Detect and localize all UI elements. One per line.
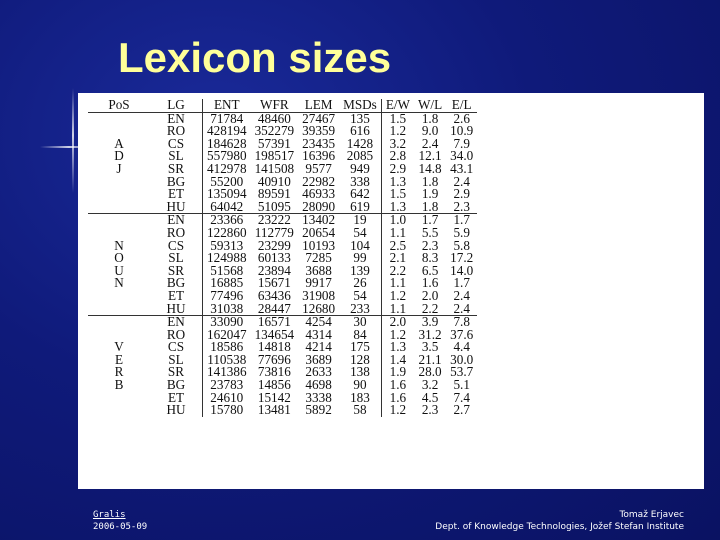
table-cell: 135094 bbox=[207, 186, 247, 202]
table-cell: 34.0 bbox=[450, 148, 474, 164]
table-cell: 3.2 bbox=[421, 377, 439, 393]
table-cell: 1.3 bbox=[381, 176, 414, 189]
table-cell: 51095 bbox=[251, 201, 299, 214]
table-cell: 64042 bbox=[203, 201, 251, 214]
table-cell: ET bbox=[150, 392, 203, 405]
table-cell: 2.6 bbox=[453, 110, 470, 126]
table-cell: 60133 bbox=[257, 250, 291, 266]
table-cell: 4.5 bbox=[421, 389, 439, 405]
table-cell: 1.6 bbox=[381, 379, 414, 392]
table-cell: 4314 bbox=[305, 326, 332, 342]
table-cell: 14856 bbox=[257, 377, 291, 393]
table-cell: CS bbox=[150, 341, 203, 354]
table-cell: 1.5 bbox=[381, 188, 414, 201]
table-cell: 2.3 bbox=[421, 237, 439, 253]
table-cell: 5.5 bbox=[421, 224, 439, 240]
table-cell: BG bbox=[150, 379, 203, 392]
table-cell: 20654 bbox=[302, 224, 336, 240]
table-cell: 9577 bbox=[305, 160, 332, 176]
table-cell: 77496 bbox=[210, 287, 244, 303]
table-cell: 7.8 bbox=[453, 314, 470, 330]
table-cell: 22982 bbox=[302, 173, 336, 189]
table-cell: 184628 bbox=[207, 135, 247, 151]
pos-cell bbox=[88, 404, 150, 417]
table-cell: 31.2 bbox=[418, 326, 442, 342]
table-cell: 1.8 bbox=[421, 110, 439, 126]
table-cell: 949 bbox=[350, 160, 370, 176]
table-cell: 15671 bbox=[257, 275, 291, 291]
table-cell: 10.9 bbox=[450, 123, 474, 139]
table-cell: 557980 bbox=[207, 148, 247, 164]
table-cell: 9.0 bbox=[421, 123, 439, 139]
footer-date: 2006-05-09 bbox=[93, 522, 148, 532]
table-cell: SL bbox=[150, 354, 203, 367]
table-cell: 4.4 bbox=[453, 339, 470, 355]
table-cell: 3689 bbox=[305, 351, 332, 367]
table-cell: 10193 bbox=[302, 237, 336, 253]
table-cell: 2633 bbox=[305, 364, 332, 380]
table-cell: 1.6 bbox=[421, 275, 439, 291]
table-cell: 141508 bbox=[254, 160, 295, 176]
table-cell: 134654 bbox=[254, 326, 295, 342]
table-cell: 53.7 bbox=[450, 364, 474, 380]
table-cell: 54 bbox=[353, 224, 367, 240]
table-cell: 28090 bbox=[298, 201, 339, 214]
table-cell: 89591 bbox=[257, 186, 291, 202]
table-cell: 16885 bbox=[210, 275, 244, 291]
pos-cell: B bbox=[114, 377, 124, 393]
pos-cell: J bbox=[116, 160, 122, 176]
table-cell: 141386 bbox=[207, 364, 247, 380]
table-cell: 7285 bbox=[305, 250, 332, 266]
table-cell: 1.2 bbox=[381, 404, 414, 417]
table-row bbox=[88, 404, 477, 417]
column-header: MSDs bbox=[339, 99, 381, 112]
table-cell: 13481 bbox=[257, 402, 291, 418]
table-cell: 23894 bbox=[257, 262, 291, 278]
table-cell: SR bbox=[150, 265, 203, 278]
table-cell: 1.1 bbox=[381, 227, 414, 240]
table-cell: CS bbox=[150, 240, 203, 253]
table-cell: 6.5 bbox=[421, 262, 439, 278]
table-cell: 48460 bbox=[257, 110, 291, 126]
pos-cell bbox=[88, 303, 150, 316]
table-cell: 616 bbox=[350, 123, 370, 139]
table-cell: 162047 bbox=[207, 326, 247, 342]
table-cell: 16396 bbox=[302, 148, 336, 164]
table-cell: 1.0 bbox=[381, 214, 414, 227]
table-cell: 1.4 bbox=[381, 354, 414, 367]
slide-title: Lexicon sizes bbox=[118, 34, 392, 81]
table-cell: 28.0 bbox=[418, 364, 442, 380]
lexicon-size-table bbox=[88, 99, 477, 417]
table-cell: 1428 bbox=[346, 135, 374, 151]
table-cell: 8.3 bbox=[421, 250, 439, 266]
table-cell: 5892 bbox=[305, 402, 332, 418]
table-cell: 43.1 bbox=[450, 160, 474, 176]
table-cell: 23783 bbox=[210, 377, 244, 393]
table-cell: 18586 bbox=[210, 339, 244, 355]
pos-cell bbox=[88, 214, 150, 227]
table-cell: ET bbox=[150, 188, 203, 201]
table-cell: 63436 bbox=[257, 287, 291, 303]
column-header: E/W bbox=[381, 99, 414, 112]
table-cell: 135 bbox=[350, 110, 370, 126]
pos-cell bbox=[88, 176, 150, 189]
table-cell: EN bbox=[150, 112, 203, 125]
table-cell: 40910 bbox=[257, 173, 291, 189]
table-cell: BG bbox=[150, 176, 203, 189]
table-cell: 33090 bbox=[210, 314, 244, 330]
table-cell: 175 bbox=[350, 339, 370, 355]
column-header: E/L bbox=[446, 99, 477, 112]
table-cell: 12.1 bbox=[418, 148, 442, 164]
table-cell: HU bbox=[150, 201, 203, 214]
table-cell: 26 bbox=[353, 275, 367, 291]
table-cell: 112779 bbox=[254, 224, 294, 240]
table-cell: 5.1 bbox=[453, 377, 470, 393]
table-cell: 23366 bbox=[210, 212, 244, 228]
table-cell: SL bbox=[150, 252, 203, 265]
table-cell: 15780 bbox=[210, 402, 244, 418]
table-cell: 4214 bbox=[305, 339, 332, 355]
table-cell: 2.9 bbox=[381, 163, 414, 176]
table-cell: 39359 bbox=[302, 123, 336, 139]
table-cell: 124988 bbox=[207, 250, 247, 266]
table-cell: 619 bbox=[339, 201, 381, 214]
column-header: WFR bbox=[251, 99, 299, 112]
table-cell: 2.2 bbox=[381, 265, 414, 278]
table-cell: 99 bbox=[353, 250, 367, 266]
table-cell: 30 bbox=[353, 314, 367, 330]
table-cell: 15142 bbox=[257, 389, 291, 405]
table-cell: 7.4 bbox=[453, 389, 470, 405]
table-cell: 1.7 bbox=[453, 275, 470, 291]
table-cell: 1.9 bbox=[381, 366, 414, 379]
column-header: LEM bbox=[298, 99, 339, 112]
table-cell: ET bbox=[150, 290, 203, 303]
table-cell: EN bbox=[150, 214, 203, 227]
table-cell: 58 bbox=[353, 402, 367, 418]
table-cell: BG bbox=[150, 277, 203, 290]
table-cell: 128 bbox=[350, 351, 370, 367]
table-cell: 2.4 bbox=[421, 135, 439, 151]
table-cell: 84 bbox=[353, 326, 367, 342]
table-cell: 9917 bbox=[305, 275, 332, 291]
table-cell: 338 bbox=[350, 173, 370, 189]
table-cell: 1.2 bbox=[381, 290, 414, 303]
table-cell: 2.0 bbox=[381, 316, 414, 329]
table-cell: 3688 bbox=[305, 262, 332, 278]
footer-right bbox=[435, 509, 684, 533]
lexicon-table-panel bbox=[78, 93, 704, 489]
footer-gralis-link[interactable]: Gralis bbox=[93, 510, 126, 520]
table-cell: 54 bbox=[353, 287, 367, 303]
table-cell: 2.4 bbox=[453, 173, 470, 189]
pos-cell: V bbox=[114, 339, 124, 355]
table-cell: 4254 bbox=[305, 314, 332, 330]
pos-cell: R bbox=[114, 364, 124, 380]
table-cell: 2085 bbox=[346, 148, 374, 164]
table-cell: 30.0 bbox=[450, 351, 474, 367]
table-cell: 1.3 bbox=[381, 341, 414, 354]
pos-cell: O bbox=[114, 250, 124, 266]
decorative-line-vertical bbox=[72, 88, 74, 193]
table-cell: 2.4 bbox=[446, 303, 477, 316]
pos-cell bbox=[88, 392, 150, 405]
pos-cell bbox=[88, 290, 150, 303]
pos-cell: U bbox=[114, 262, 124, 278]
table-cell: HU bbox=[150, 404, 203, 417]
footer-author: Tomaž Erjavec bbox=[619, 510, 684, 520]
table-cell: 19 bbox=[353, 212, 367, 228]
table-cell: 104 bbox=[350, 237, 370, 253]
table-cell: RO bbox=[150, 125, 203, 138]
table-cell: 1.8 bbox=[414, 201, 446, 214]
column-header: W/L bbox=[414, 99, 446, 112]
table-cell: 21.1 bbox=[418, 351, 442, 367]
table-cell: 31908 bbox=[302, 287, 336, 303]
table-cell: 2.2 bbox=[414, 303, 446, 316]
table-cell: 1.3 bbox=[381, 201, 414, 214]
table-cell: 1.1 bbox=[381, 303, 414, 316]
table-cell: RO bbox=[150, 227, 203, 240]
table-cell: 16571 bbox=[257, 314, 291, 330]
table-cell: 12680 bbox=[298, 303, 339, 316]
table-cell: 14.8 bbox=[418, 160, 442, 176]
table-cell: 3338 bbox=[305, 389, 332, 405]
table-cell: 51568 bbox=[210, 262, 244, 278]
table-cell: 352279 bbox=[254, 123, 295, 139]
table-cell: 57391 bbox=[257, 135, 291, 151]
table-cell: 46933 bbox=[302, 186, 336, 202]
table-cell: 27467 bbox=[302, 110, 336, 126]
table-cell: 139 bbox=[350, 262, 370, 278]
table-cell: 23299 bbox=[257, 237, 291, 253]
table-cell: 122860 bbox=[207, 224, 247, 240]
table-cell: 1.6 bbox=[381, 392, 414, 405]
table-cell: 642 bbox=[350, 186, 370, 202]
table-cell: 17.2 bbox=[450, 250, 474, 266]
footer-affiliation: Dept. of Knowledge Technologies, Jožef Stefan Institute bbox=[435, 522, 684, 532]
table-cell: 4698 bbox=[305, 377, 332, 393]
table-cell: 73816 bbox=[257, 364, 291, 380]
table-cell: 7.9 bbox=[453, 135, 470, 151]
table-cell: HU bbox=[150, 303, 203, 316]
table-cell: 3.9 bbox=[421, 314, 439, 330]
column-header: LG bbox=[150, 99, 203, 112]
table-cell: 37.6 bbox=[450, 326, 474, 342]
table-cell: 1.5 bbox=[381, 112, 414, 125]
table-cell: 90 bbox=[353, 377, 367, 393]
table-cell: 23435 bbox=[302, 135, 336, 151]
table-cell: 1.8 bbox=[421, 173, 439, 189]
table-cell: 59313 bbox=[210, 237, 244, 253]
pos-cell: N bbox=[114, 237, 124, 253]
table-cell: 1.7 bbox=[421, 212, 439, 228]
table-cell: 198517 bbox=[254, 148, 295, 164]
pos-cell: D bbox=[114, 148, 124, 164]
table-cell: 1.1 bbox=[381, 277, 414, 290]
pos-cell bbox=[88, 316, 150, 329]
table-cell: SR bbox=[150, 366, 203, 379]
table-cell: 13402 bbox=[302, 212, 336, 228]
table-cell: 2.1 bbox=[381, 252, 414, 265]
table-cell: 5.8 bbox=[453, 237, 470, 253]
table-cell: 24610 bbox=[210, 389, 244, 405]
table-cell: 428194 bbox=[207, 123, 247, 139]
table-cell: 183 bbox=[350, 389, 370, 405]
table-cell: 110538 bbox=[207, 351, 247, 367]
table-cell: 2.8 bbox=[381, 150, 414, 163]
table-cell: 2.3 bbox=[421, 402, 439, 418]
table-cell: 71784 bbox=[210, 110, 244, 126]
footer-left bbox=[93, 509, 147, 533]
table-cell: 28447 bbox=[251, 303, 299, 316]
table-cell: 2.9 bbox=[453, 186, 470, 202]
column-header: ENT bbox=[203, 99, 251, 112]
table-cell: 3.2 bbox=[381, 138, 414, 151]
table-cell: 2.7 bbox=[453, 402, 470, 418]
table-cell: RO bbox=[150, 329, 203, 342]
pos-cell: N bbox=[114, 275, 124, 291]
table-cell: 138 bbox=[350, 364, 370, 380]
table-cell: 1.7 bbox=[453, 212, 470, 228]
table-cell: 2.5 bbox=[381, 240, 414, 253]
table-cell: 55200 bbox=[210, 173, 244, 189]
table-cell: 2.3 bbox=[446, 201, 477, 214]
column-header: PoS bbox=[88, 99, 150, 112]
table-cell: SR bbox=[150, 163, 203, 176]
table-cell: SL bbox=[150, 150, 203, 163]
table-cell: 5.9 bbox=[453, 224, 470, 240]
pos-cell: A bbox=[114, 135, 124, 151]
pos-cell bbox=[88, 112, 150, 125]
pos-cell bbox=[88, 188, 150, 201]
table-cell: 77696 bbox=[257, 351, 291, 367]
table-cell: 14818 bbox=[257, 339, 291, 355]
table-cell: CS bbox=[150, 138, 203, 151]
pos-cell bbox=[88, 201, 150, 214]
table-cell: 3.5 bbox=[421, 339, 439, 355]
table-cell: EN bbox=[150, 316, 203, 329]
table-cell: 1.2 bbox=[381, 125, 414, 138]
pos-cell: E bbox=[114, 351, 124, 367]
table-cell: 1.2 bbox=[381, 329, 414, 342]
table-cell: 14.0 bbox=[450, 262, 474, 278]
table-cell: 2.0 bbox=[421, 287, 439, 303]
table-cell: 31038 bbox=[203, 303, 251, 316]
table-cell: 412978 bbox=[207, 160, 247, 176]
table-cell: 233 bbox=[339, 303, 381, 316]
table-cell: 23222 bbox=[257, 212, 291, 228]
table-cell: 1.9 bbox=[421, 186, 439, 202]
table-cell: 2.4 bbox=[453, 287, 470, 303]
